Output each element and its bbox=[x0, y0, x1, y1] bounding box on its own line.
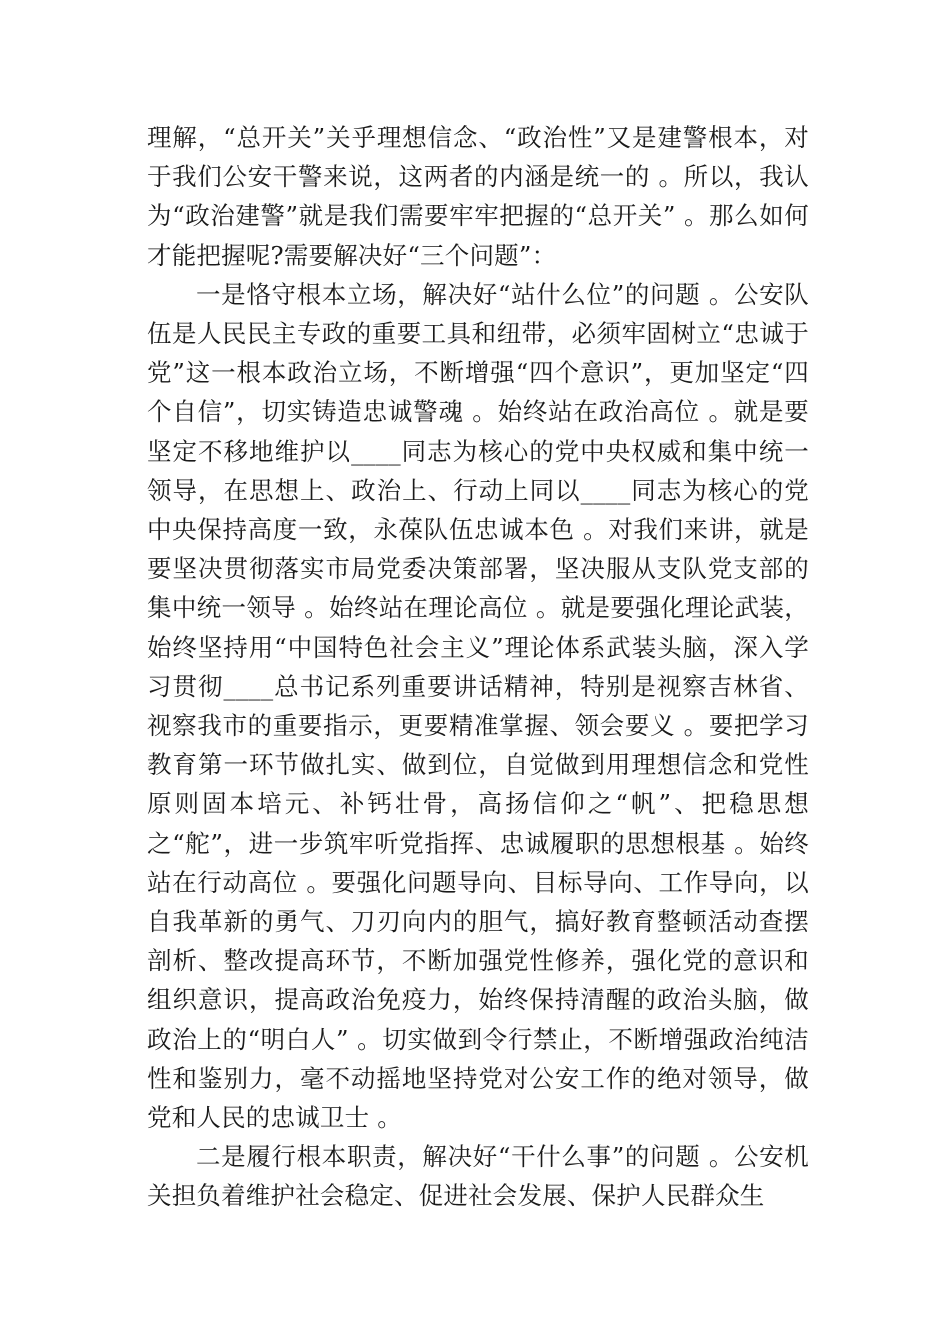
paragraph-point-two: 二是履行根本职责，解决好“干什么事”的问题 。公安机关担负着维护社会稳定、促进社会发展、保护人民群众生 bbox=[147, 1142, 809, 1211]
paragraph-continuation: 理解，“总开关”关乎理想信念、“政治性”又是建警根本，对于我们公安干警来说，这两者的内涵是统一的 。所以，我认为“政治建警”就是我们需要牢牢把握的“总开关” 。那么如何才能把握呢?需要解决好“三个问题”： bbox=[147, 123, 809, 270]
document-body bbox=[147, 118, 809, 1216]
paragraph-point-one: 一是恪守根本立场，解决好“站什么位”的问题 。公安队伍是人民民主专政的重要工具和纽带，必须牢固树立“忠诚于党”这一根本政治立场，不断增强“四个意识”，更加坚定“四个自信”，切实铸造忠诚警魂 。始终站在政治高位 。就是要坚定不移地维护以____同志为核心的党中央权威和集中统一领导，在思想上、政治上、行动上同以____同志为核心的党中央保持高度一致，永葆队伍忠诚本色 。对我们来讲，就是要坚决贯彻落实市局党委决策部署，坚决服从支队党支部的集中统一领导 。始终站在理论高位 。就是要强化理论武装，始终坚持用“中国特色社会主义”理论体系武装头脑，深入学习贯彻____总书记系列重要讲话精神，特别是视察吉林省、视察我市的重要指示，更要精准掌握、领会要义 。要把学习教育第一环节做扎实、做到位，自觉做到用理想信念和党性原则固本培元、补钙壮骨，高扬信仰之“帆”、把稳思想之“舵”，进一步筑牢听党指挥、忠诚履职的思想根基 。始终站在行动高位 。要强化问题导向、目标导向、工作导向，以自我革新的勇气、刀刃向内的胆气，搞好教育整顿活动查摆剖析、整改提高环节，不断加强党性修养，强化党的意识和组织意识，提高政治免疫力，始终保持清醒的政治头脑，做政治上的“明白人” 。切实做到令行禁止，不断增强政治纯洁性和鉴别力，毫不动摇地坚持党对公安工作的绝对领导，做党和人民的忠诚卫士 。 bbox=[147, 279, 809, 1133]
